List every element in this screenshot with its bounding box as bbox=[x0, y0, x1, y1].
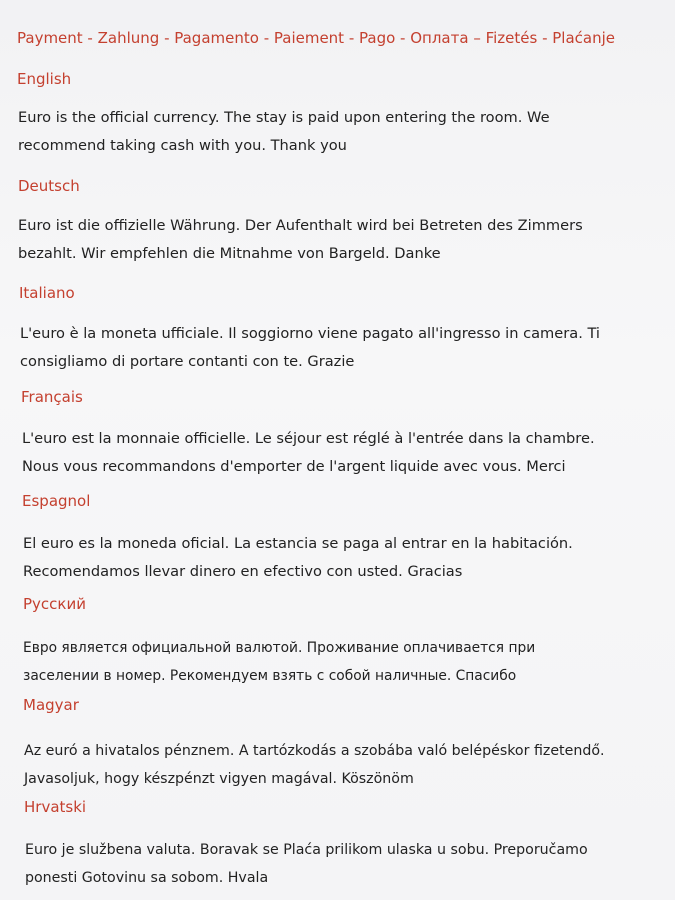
language-heading-deutsch: Deutsch bbox=[18, 177, 80, 195]
text-line: Euro ist die offizielle Währung. Der Aufenthalt wird bei Betreten des Zimmers bbox=[18, 217, 583, 234]
section-text-italiano bbox=[20, 320, 660, 376]
text-line: Euro is the official currency. The stay is paid upon entering the room. We bbox=[18, 109, 550, 126]
section-text-english bbox=[18, 104, 658, 160]
text-line: Az euró a hivatalos pénznem. A tartózkodás a szobába való belépéskor fizetendő. bbox=[24, 743, 605, 759]
text-line: L'euro è la moneta ufficiale. Il soggiorno viene pagato all'ingresso in camera. Ti bbox=[20, 325, 600, 342]
language-heading-magyar: Magyar bbox=[23, 696, 79, 714]
text-line: Javasoljuk, hogy készpénzt vigyen magával. Köszönöm bbox=[24, 771, 414, 787]
section-text-deutsch bbox=[18, 212, 658, 268]
language-heading-hrvatski: Hrvatski bbox=[24, 798, 87, 816]
language-heading-russian: Русский bbox=[23, 595, 86, 613]
section-text-magyar bbox=[24, 737, 664, 793]
language-heading-italiano: Italiano bbox=[19, 284, 75, 302]
text-line: Recomendamos llevar dinero en efectivo con usted. Gracias bbox=[23, 563, 463, 580]
text-line: consigliamo di portare contanti con te. Grazie bbox=[20, 353, 355, 370]
section-text-russian bbox=[23, 634, 663, 690]
text-line: Nous vous recommandons d'emporter de l'argent liquide avec vous. Merci bbox=[22, 458, 566, 475]
language-heading-english: English bbox=[17, 70, 72, 88]
section-text-francais bbox=[22, 425, 662, 481]
text-line: Евро является официальной валютой. Проживание оплачивается при bbox=[23, 640, 536, 656]
text-line: recommend taking cash with you. Thank you bbox=[18, 137, 347, 154]
language-heading-espagnol: Espagnol bbox=[22, 492, 91, 510]
text-line: ponesti Gotovinu sa sobom. Hvala bbox=[25, 870, 269, 886]
page-title: Payment - Zahlung - Pagamento - Paiement - Pago - Оплата – Fizetés - Plaćanje bbox=[17, 29, 616, 47]
section-text-espagnol bbox=[23, 530, 663, 586]
language-heading-francais: Français bbox=[21, 388, 83, 406]
text-line: Euro je službena valuta. Boravak se Plaća prilikom ulaska u sobu. Preporučamo bbox=[25, 842, 588, 858]
text-line: L'euro est la monnaie officielle. Le séjour est réglé à l'entrée dans la chambre. bbox=[22, 430, 595, 447]
text-line: El euro es la moneda oficial. La estancia se paga al entrar en la habitación. bbox=[23, 535, 573, 552]
text-line: заселении в номер. Рекомендуем взять с собой наличные. Спасибо bbox=[23, 668, 517, 684]
text-line: bezahlt. Wir empfehlen die Mitnahme von Bargeld. Danke bbox=[18, 245, 441, 262]
section-text-hrvatski bbox=[25, 836, 665, 892]
